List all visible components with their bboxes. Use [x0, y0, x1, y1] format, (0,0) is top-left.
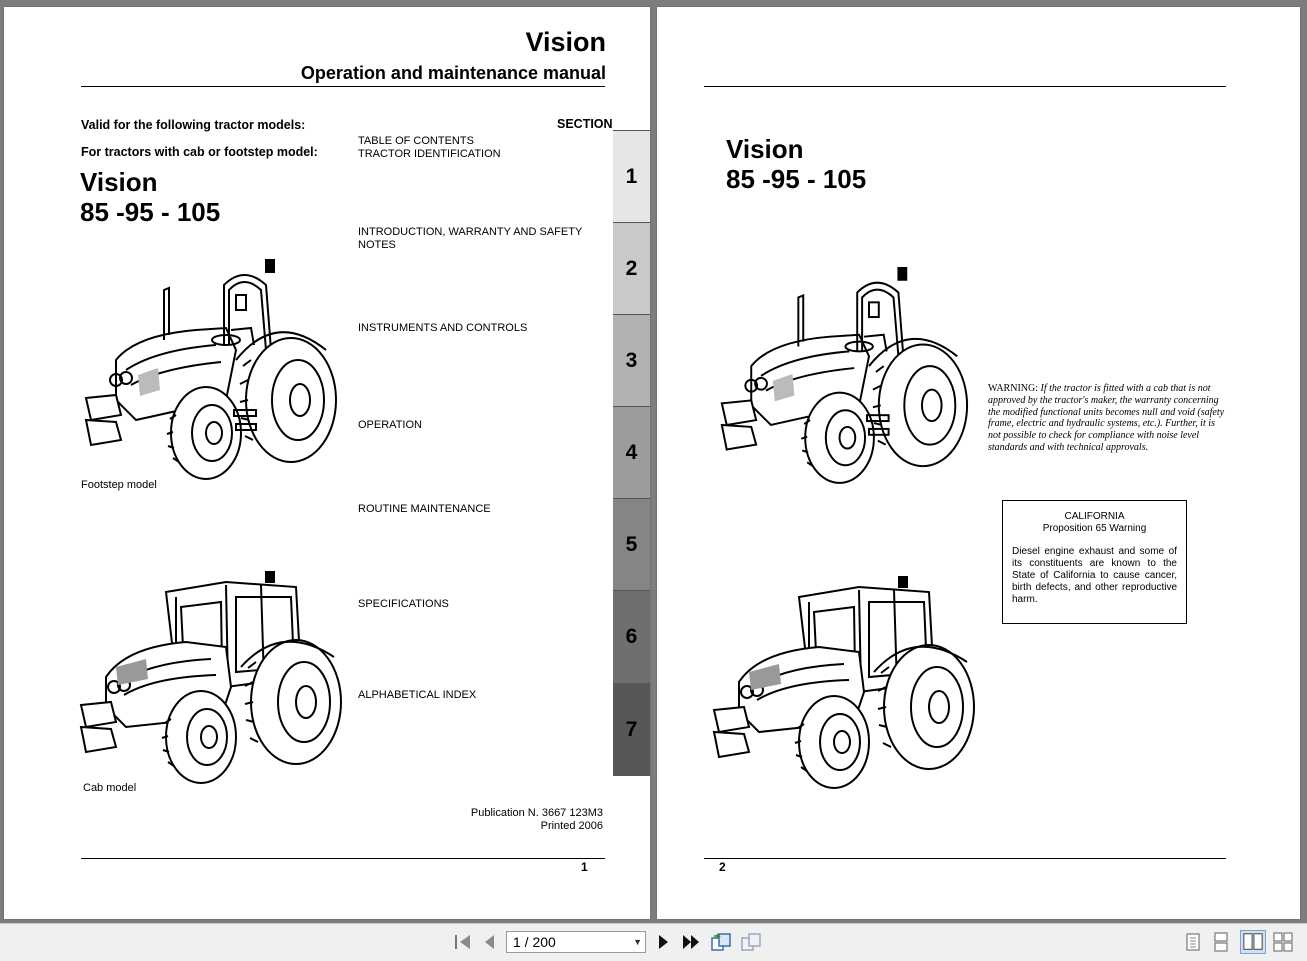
viewer-toolbar	[0, 923, 1307, 961]
cab-tractor-illustration	[709, 572, 977, 794]
cab-tractor-illustration	[76, 567, 344, 789]
page-number-2: 2	[719, 860, 726, 874]
section-tab-6[interactable]: 6	[613, 590, 650, 683]
prev-page-icon[interactable]	[479, 932, 501, 952]
model-name: Vision	[80, 167, 158, 197]
section-tab-5[interactable]: 5	[613, 498, 650, 590]
footstep-caption: Footstep model	[81, 479, 157, 491]
warning-note: WARNING: If the tractor is fitted with a cab that is not approved by the tractor's maker, the warranty concerning the modified functional units becomes null and void (safety frame, electric and hydraulic systems, etc.). Further, it is not possible to check for compliance with noise level standards and with technical approvals.	[988, 383, 1225, 453]
page-number-1: 1	[581, 860, 588, 874]
two-page-continuous-icon[interactable]	[1272, 932, 1294, 952]
section-label: SECTION	[557, 117, 613, 131]
header-rule	[704, 86, 1226, 87]
two-page-view-icon[interactable]	[1240, 930, 1266, 954]
cab-caption: Cab model	[83, 782, 137, 794]
section-tab-2[interactable]: 2	[613, 222, 650, 314]
footstep-tractor-illustration	[712, 257, 972, 487]
section-tab-4[interactable]: 4	[613, 406, 650, 498]
california-warning-box	[1002, 500, 1187, 624]
prev-view-icon[interactable]	[710, 932, 732, 952]
toc-item-2[interactable]: INTRODUCTION, WARRANTY AND SAFETY NOTES	[358, 226, 583, 251]
chevron-down-icon[interactable]: ▼	[633, 937, 642, 947]
manual-title: Vision	[525, 27, 606, 57]
footstep-tractor-illustration	[76, 250, 341, 482]
california-text: Diesel engine exhaust and some of its constituents are known to the State of California to cause cancer, birth defects, and other reproductive harm.	[1012, 546, 1177, 605]
manual-subtitle: Operation and maintenance manual	[300, 63, 606, 83]
california-subtitle: Proposition 65 Warning	[1042, 523, 1147, 534]
toc-item-7[interactable]: ALPHABETICAL INDEX	[358, 689, 477, 701]
valid-for-text: Valid for the following tractor models:	[81, 118, 306, 132]
footer-rule	[704, 858, 1226, 859]
last-page-icon[interactable]	[680, 932, 702, 952]
single-page-view-icon[interactable]	[1182, 932, 1204, 952]
toc-item-3[interactable]: INSTRUMENTS AND CONTROLS	[358, 322, 528, 334]
toc-item-1[interactable]: TABLE OF CONTENTS TRACTOR IDENTIFICATION	[358, 135, 501, 160]
next-page-icon[interactable]	[652, 932, 674, 952]
toc-item-6[interactable]: SPECIFICATIONS	[358, 598, 449, 610]
model-numbers: 85 -95 - 105	[726, 164, 867, 194]
left-page	[4, 7, 650, 919]
page-number-input[interactable]: 1 / 200 ▼	[506, 931, 646, 953]
toc-item-4[interactable]: OPERATION	[358, 419, 422, 431]
continuous-view-icon[interactable]	[1210, 932, 1232, 952]
section-tab-3[interactable]: 3	[613, 314, 650, 406]
section-tab-1[interactable]: 1	[613, 130, 650, 222]
model-numbers: 85 -95 - 105	[80, 197, 221, 227]
model-name: Vision	[726, 134, 804, 164]
right-page	[657, 7, 1300, 919]
section-tab-7[interactable]: 7	[613, 683, 650, 776]
footer-rule	[81, 858, 605, 859]
publication-info: Publication N. 3667 123M3 Printed 2006	[470, 807, 603, 832]
next-view-icon[interactable]	[740, 932, 762, 952]
first-page-icon[interactable]	[452, 932, 474, 952]
california-title: CALIFORNIA	[1064, 511, 1125, 522]
header-rule	[81, 86, 605, 87]
toc-item-5[interactable]: ROUTINE MAINTENANCE	[358, 503, 491, 515]
for-tractors-text: For tractors with cab or footstep model:	[81, 145, 318, 159]
